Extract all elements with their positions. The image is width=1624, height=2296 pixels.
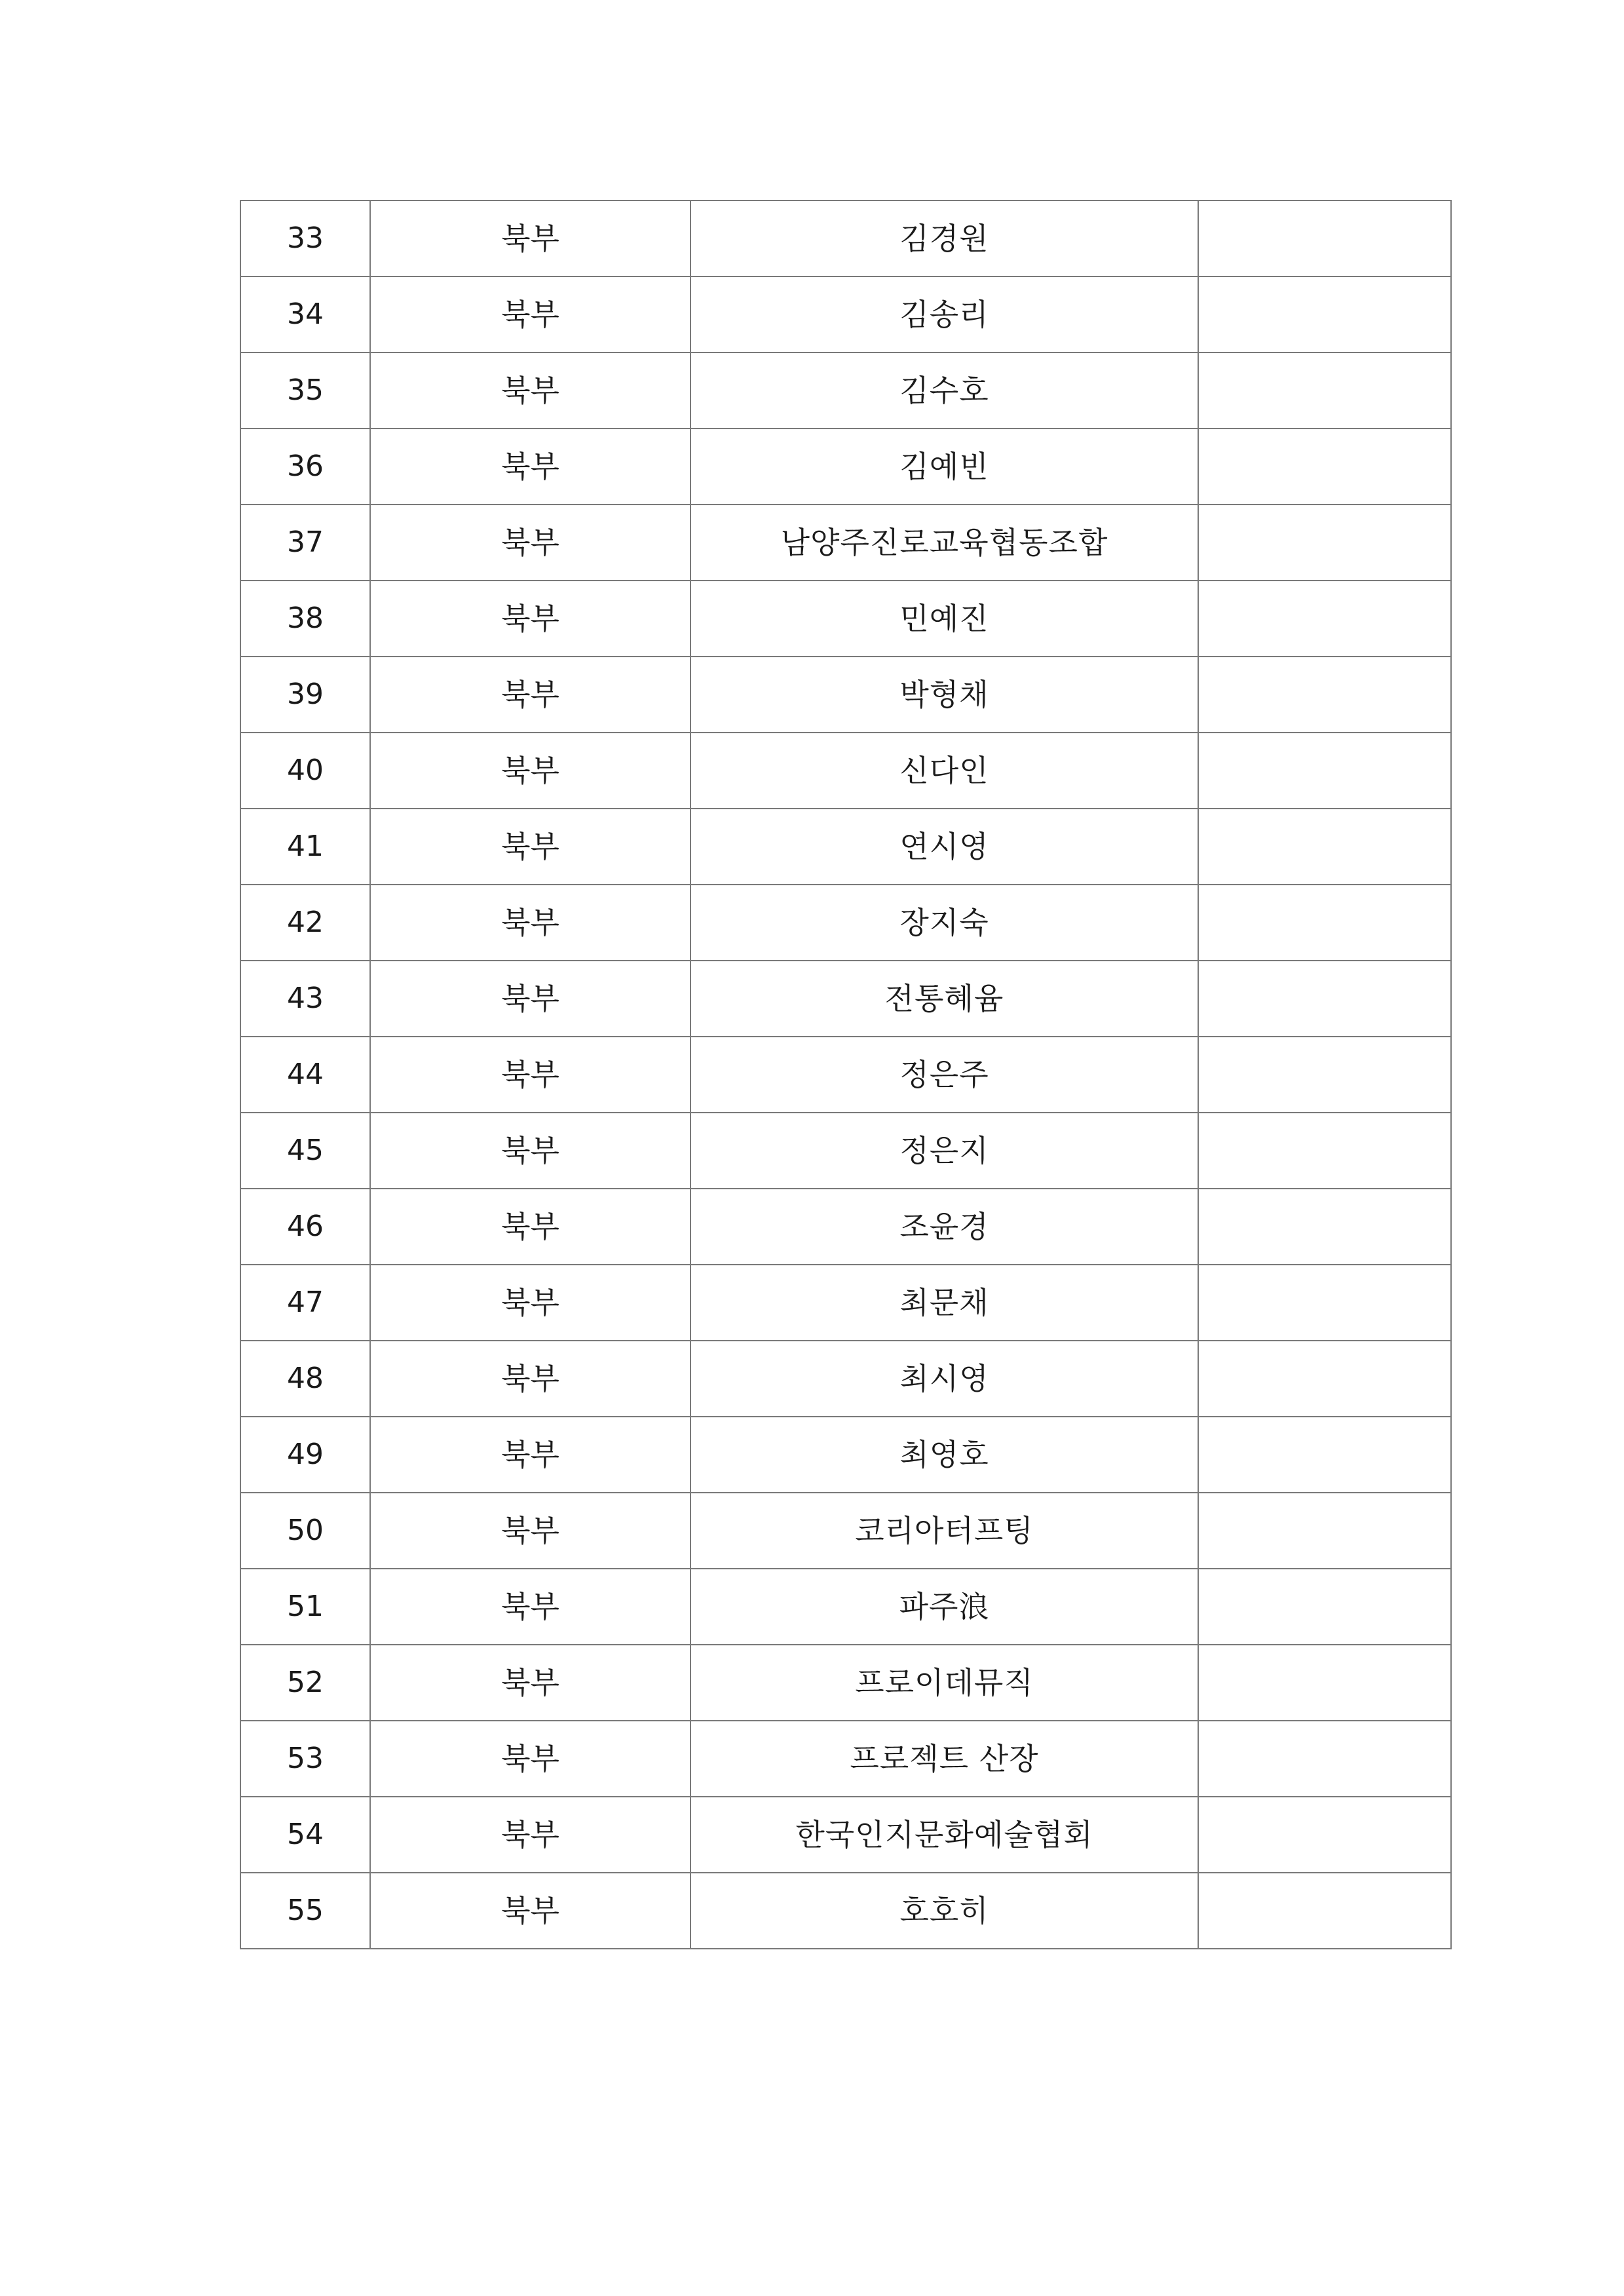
name-cell — [690, 1873, 1198, 1949]
note-cell — [1198, 429, 1451, 505]
table-row — [240, 1721, 1451, 1797]
table-row — [240, 1645, 1451, 1721]
region-cell — [370, 1873, 690, 1949]
row-number-cell — [240, 201, 370, 277]
name-cell-text: 김경원 — [899, 221, 989, 256]
name-cell-text: 정은지 — [899, 1133, 989, 1168]
region-cell — [370, 505, 690, 581]
note-cell — [1198, 353, 1451, 429]
row-number-cell-text: 46 — [287, 1210, 324, 1243]
name-cell-text: 장지숙 — [899, 905, 989, 940]
table-row — [240, 1037, 1451, 1113]
name-cell — [690, 505, 1198, 581]
region-cell — [370, 277, 690, 353]
table-row — [240, 1189, 1451, 1265]
name-cell-text: 김송리 — [899, 297, 989, 332]
name-cell — [690, 1265, 1198, 1341]
name-cell-text: 최문채 — [899, 1285, 989, 1320]
name-cell-text: 프로이데뮤직 — [855, 1665, 1034, 1700]
region-cell-text: 북부 — [501, 905, 559, 940]
name-cell — [690, 885, 1198, 961]
row-number-cell-text: 53 — [287, 1742, 324, 1775]
row-number-cell — [240, 1265, 370, 1341]
table-row — [240, 201, 1451, 277]
note-cell — [1198, 1189, 1451, 1265]
name-cell — [690, 581, 1198, 657]
region-cell — [370, 1341, 690, 1417]
table-row — [240, 429, 1451, 505]
table-row — [240, 1265, 1451, 1341]
row-number-cell-text: 55 — [287, 1894, 324, 1927]
name-cell-text: 남양주진로교육협동조합 — [780, 525, 1108, 560]
row-number-cell — [240, 657, 370, 733]
name-cell — [690, 809, 1198, 885]
note-cell — [1198, 657, 1451, 733]
name-cell — [690, 961, 1198, 1037]
name-cell — [690, 1721, 1198, 1797]
region-cell-text: 북부 — [501, 1741, 559, 1776]
table-row — [240, 1569, 1451, 1645]
region-cell-text: 북부 — [501, 449, 559, 484]
row-number-cell — [240, 1645, 370, 1721]
name-cell-text: 파주浪 — [899, 1589, 990, 1624]
row-number-cell — [240, 505, 370, 581]
row-number-cell — [240, 1113, 370, 1189]
name-cell — [690, 1797, 1198, 1873]
note-cell — [1198, 885, 1451, 961]
row-number-cell-text: 40 — [287, 754, 324, 787]
name-cell-text: 김예빈 — [899, 449, 989, 484]
row-number-cell — [240, 1569, 370, 1645]
table-row — [240, 1341, 1451, 1417]
region-cell-text: 북부 — [501, 1057, 559, 1092]
name-cell — [690, 733, 1198, 809]
row-number-cell — [240, 581, 370, 657]
note-cell — [1198, 1493, 1451, 1569]
row-number-cell — [240, 733, 370, 809]
row-number-cell — [240, 1493, 370, 1569]
region-cell-text: 북부 — [501, 1893, 559, 1928]
region-cell-text: 북부 — [501, 601, 559, 636]
row-number-cell — [240, 961, 370, 1037]
row-number-cell — [240, 1721, 370, 1797]
name-cell — [690, 429, 1198, 505]
name-cell — [690, 657, 1198, 733]
note-cell — [1198, 1265, 1451, 1341]
region-cell — [370, 353, 690, 429]
region-cell — [370, 1113, 690, 1189]
name-cell-text: 연시영 — [899, 829, 989, 864]
row-number-cell-text: 52 — [287, 1666, 324, 1699]
name-cell — [690, 1341, 1198, 1417]
region-cell-text: 북부 — [501, 677, 559, 712]
row-number-cell-text: 33 — [287, 221, 324, 255]
region-cell — [370, 1645, 690, 1721]
row-number-cell — [240, 429, 370, 505]
row-number-cell — [240, 277, 370, 353]
row-number-cell-text: 37 — [287, 526, 324, 559]
note-cell — [1198, 1341, 1451, 1417]
region-cell-text: 북부 — [501, 221, 559, 256]
name-cell-text: 코리아터프팅 — [855, 1513, 1034, 1548]
name-cell — [690, 1113, 1198, 1189]
region-cell-text: 북부 — [501, 297, 559, 332]
name-cell — [690, 201, 1198, 277]
row-number-cell-text: 35 — [287, 373, 324, 407]
name-cell-text: 최시영 — [899, 1361, 989, 1396]
row-number-cell-text: 38 — [287, 602, 324, 635]
note-cell — [1198, 1037, 1451, 1113]
row-number-cell — [240, 1417, 370, 1493]
table-row — [240, 505, 1451, 581]
row-number-cell — [240, 1037, 370, 1113]
row-number-cell-text: 34 — [287, 297, 324, 331]
note-cell — [1198, 1721, 1451, 1797]
name-cell — [690, 353, 1198, 429]
note-cell — [1198, 733, 1451, 809]
row-number-cell-text: 44 — [287, 1058, 324, 1091]
row-number-cell-text: 48 — [287, 1362, 324, 1395]
name-cell-text: 한국인지문화예술협회 — [795, 1817, 1093, 1852]
table-row — [240, 1493, 1451, 1569]
row-number-cell — [240, 885, 370, 961]
region-cell-text: 북부 — [501, 753, 559, 788]
row-number-cell-text: 39 — [287, 678, 324, 711]
name-cell — [690, 1493, 1198, 1569]
row-number-cell-text: 43 — [287, 982, 324, 1015]
region-cell-text: 북부 — [501, 373, 559, 408]
row-number-cell — [240, 809, 370, 885]
table-row — [240, 353, 1451, 429]
region-cell-text: 북부 — [501, 829, 559, 864]
table-row — [240, 1113, 1451, 1189]
table-row — [240, 581, 1451, 657]
region-cell-text: 북부 — [501, 1665, 559, 1700]
table-row — [240, 809, 1451, 885]
name-cell-text: 박형채 — [899, 677, 989, 712]
name-cell-text: 최영호 — [899, 1437, 989, 1472]
roster-table — [240, 200, 1452, 1949]
table-row — [240, 1797, 1451, 1873]
region-cell — [370, 1037, 690, 1113]
name-cell-text: 신다인 — [899, 753, 989, 788]
row-number-cell — [240, 1189, 370, 1265]
name-cell-text: 전통혜윰 — [884, 981, 1004, 1016]
note-cell — [1198, 201, 1451, 277]
region-cell — [370, 1493, 690, 1569]
name-cell-text: 민예진 — [899, 601, 989, 636]
note-cell — [1198, 505, 1451, 581]
note-cell — [1198, 277, 1451, 353]
name-cell — [690, 277, 1198, 353]
name-cell — [690, 1645, 1198, 1721]
table-row — [240, 885, 1451, 961]
note-cell — [1198, 961, 1451, 1037]
name-cell — [690, 1569, 1198, 1645]
row-number-cell-text: 54 — [287, 1818, 324, 1851]
table-row — [240, 733, 1451, 809]
table-row — [240, 277, 1451, 353]
region-cell — [370, 429, 690, 505]
note-cell — [1198, 1417, 1451, 1493]
region-cell-text: 북부 — [501, 1437, 559, 1472]
note-cell — [1198, 581, 1451, 657]
table-row — [240, 1417, 1451, 1493]
name-cell-text: 정은주 — [899, 1057, 989, 1092]
row-number-cell-text: 41 — [287, 830, 324, 863]
name-cell-text: 김수호 — [899, 373, 989, 408]
region-cell — [370, 657, 690, 733]
region-cell-text: 북부 — [501, 525, 559, 560]
region-cell — [370, 809, 690, 885]
note-cell — [1198, 809, 1451, 885]
row-number-cell-text: 49 — [287, 1438, 324, 1471]
roster-table-body — [240, 201, 1451, 1949]
name-cell — [690, 1037, 1198, 1113]
region-cell-text: 북부 — [501, 1133, 559, 1168]
region-cell-text: 북부 — [501, 1361, 559, 1396]
note-cell — [1198, 1113, 1451, 1189]
region-cell-text: 북부 — [501, 1589, 559, 1624]
region-cell — [370, 201, 690, 277]
region-cell — [370, 885, 690, 961]
row-number-cell — [240, 1873, 370, 1949]
row-number-cell — [240, 1341, 370, 1417]
region-cell — [370, 1265, 690, 1341]
table-row — [240, 1873, 1451, 1949]
region-cell — [370, 1797, 690, 1873]
note-cell — [1198, 1645, 1451, 1721]
name-cell — [690, 1189, 1198, 1265]
region-cell — [370, 1569, 690, 1645]
region-cell — [370, 581, 690, 657]
region-cell — [370, 1721, 690, 1797]
region-cell-text: 북부 — [501, 1513, 559, 1548]
row-number-cell-text: 47 — [287, 1286, 324, 1319]
note-cell — [1198, 1797, 1451, 1873]
row-number-cell-text: 36 — [287, 450, 324, 483]
region-cell-text: 북부 — [501, 1209, 559, 1244]
region-cell — [370, 961, 690, 1037]
row-number-cell-text: 50 — [287, 1514, 324, 1547]
row-number-cell-text: 42 — [287, 906, 324, 939]
region-cell — [370, 733, 690, 809]
table-row — [240, 657, 1451, 733]
row-number-cell-text: 45 — [287, 1134, 324, 1167]
region-cell-text: 북부 — [501, 1285, 559, 1320]
note-cell — [1198, 1569, 1451, 1645]
region-cell — [370, 1417, 690, 1493]
row-number-cell — [240, 353, 370, 429]
region-cell-text: 북부 — [501, 981, 559, 1016]
name-cell-text: 조윤경 — [899, 1209, 989, 1244]
region-cell — [370, 1189, 690, 1265]
name-cell-text: 프로젝트 산장 — [850, 1741, 1039, 1776]
note-cell — [1198, 1873, 1451, 1949]
region-cell-text: 북부 — [501, 1817, 559, 1852]
name-cell-text: 호호히 — [899, 1893, 989, 1928]
row-number-cell-text: 51 — [287, 1590, 324, 1623]
row-number-cell — [240, 1797, 370, 1873]
name-cell — [690, 1417, 1198, 1493]
table-row — [240, 961, 1451, 1037]
